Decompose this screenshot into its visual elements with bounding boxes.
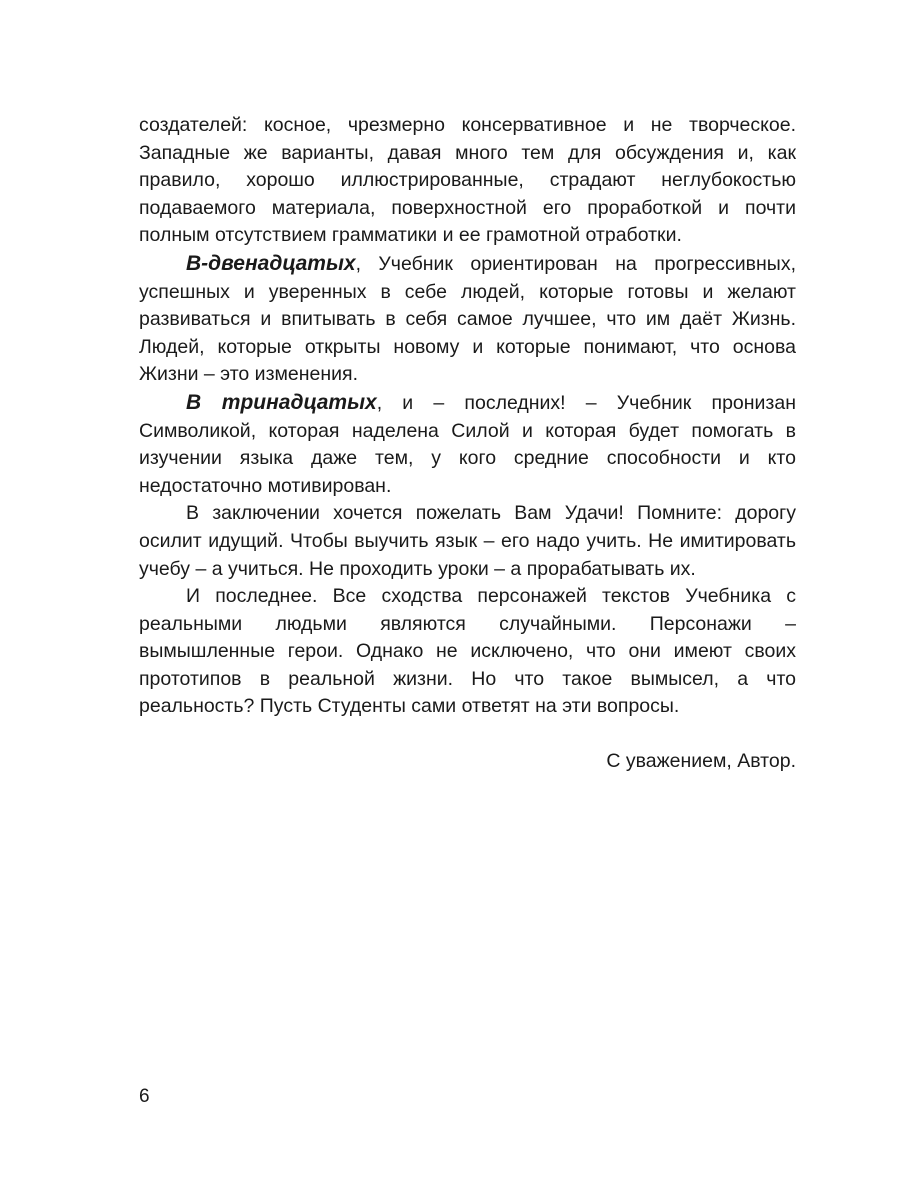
page-number: 6 [139,1086,150,1107]
paragraph-disclaimer [139,583,796,721]
paragraph-lead: В-двенадцатых [186,251,356,275]
paragraph-text: создателей: косное, чрезмерно консервативное и не творческое. Западные же варианты, давая много тем для обсуждения и, как правило, хорошо иллюстрированные, страдают неглубокостью подаваемого материала, поверхностной его проработкой и почти полным отсутствием грамматики и ее грамотной отработки. [139,114,796,247]
paragraph-continuation [139,112,796,250]
paragraph-text: И последнее. Все сходства персонажей текстов Учебника с реальными людьми являются случайными. Персонажи – вымышленные герои. Однако не исключено, что они имеют своих прототипов в реальной жизни. Но что такое вымысел, а что реальность? Пусть Студенты сами ответят на эти вопросы. [139,585,796,718]
paragraph-twelfth [139,250,796,389]
signature: С уважением, Автор. [606,750,796,773]
page-body [139,112,796,776]
paragraph-thirteenth [139,389,796,500]
paragraph-text: , Учебник ориентирован на прогрессивных, успешных и уверенных в себе людей, которые готовы и желают развиваться и впитывать в себя самое лучшее, что им даёт Жизнь. Людей, которые открыты новому и которые понимают, что основа Жизни – это изменения. [139,252,796,386]
paragraph-lead: В тринадцатых [186,390,377,414]
paragraph-text: В заключении хочется пожелать Вам Удачи! Помните: дорогу осилит идущий. Чтобы выучить язык – его надо учить. Не имитировать учебу – а учиться. Не проходить уроки – а прорабатывать их. [139,502,796,580]
paragraph-text: , и – последних! – Учебник пронизан Символикой, которая наделена Силой и которая будет помогать в изучении языка даже тем, у кого средние способности и кто недостаточно мотивирован. [139,391,796,497]
paragraph-conclusion [139,500,796,583]
